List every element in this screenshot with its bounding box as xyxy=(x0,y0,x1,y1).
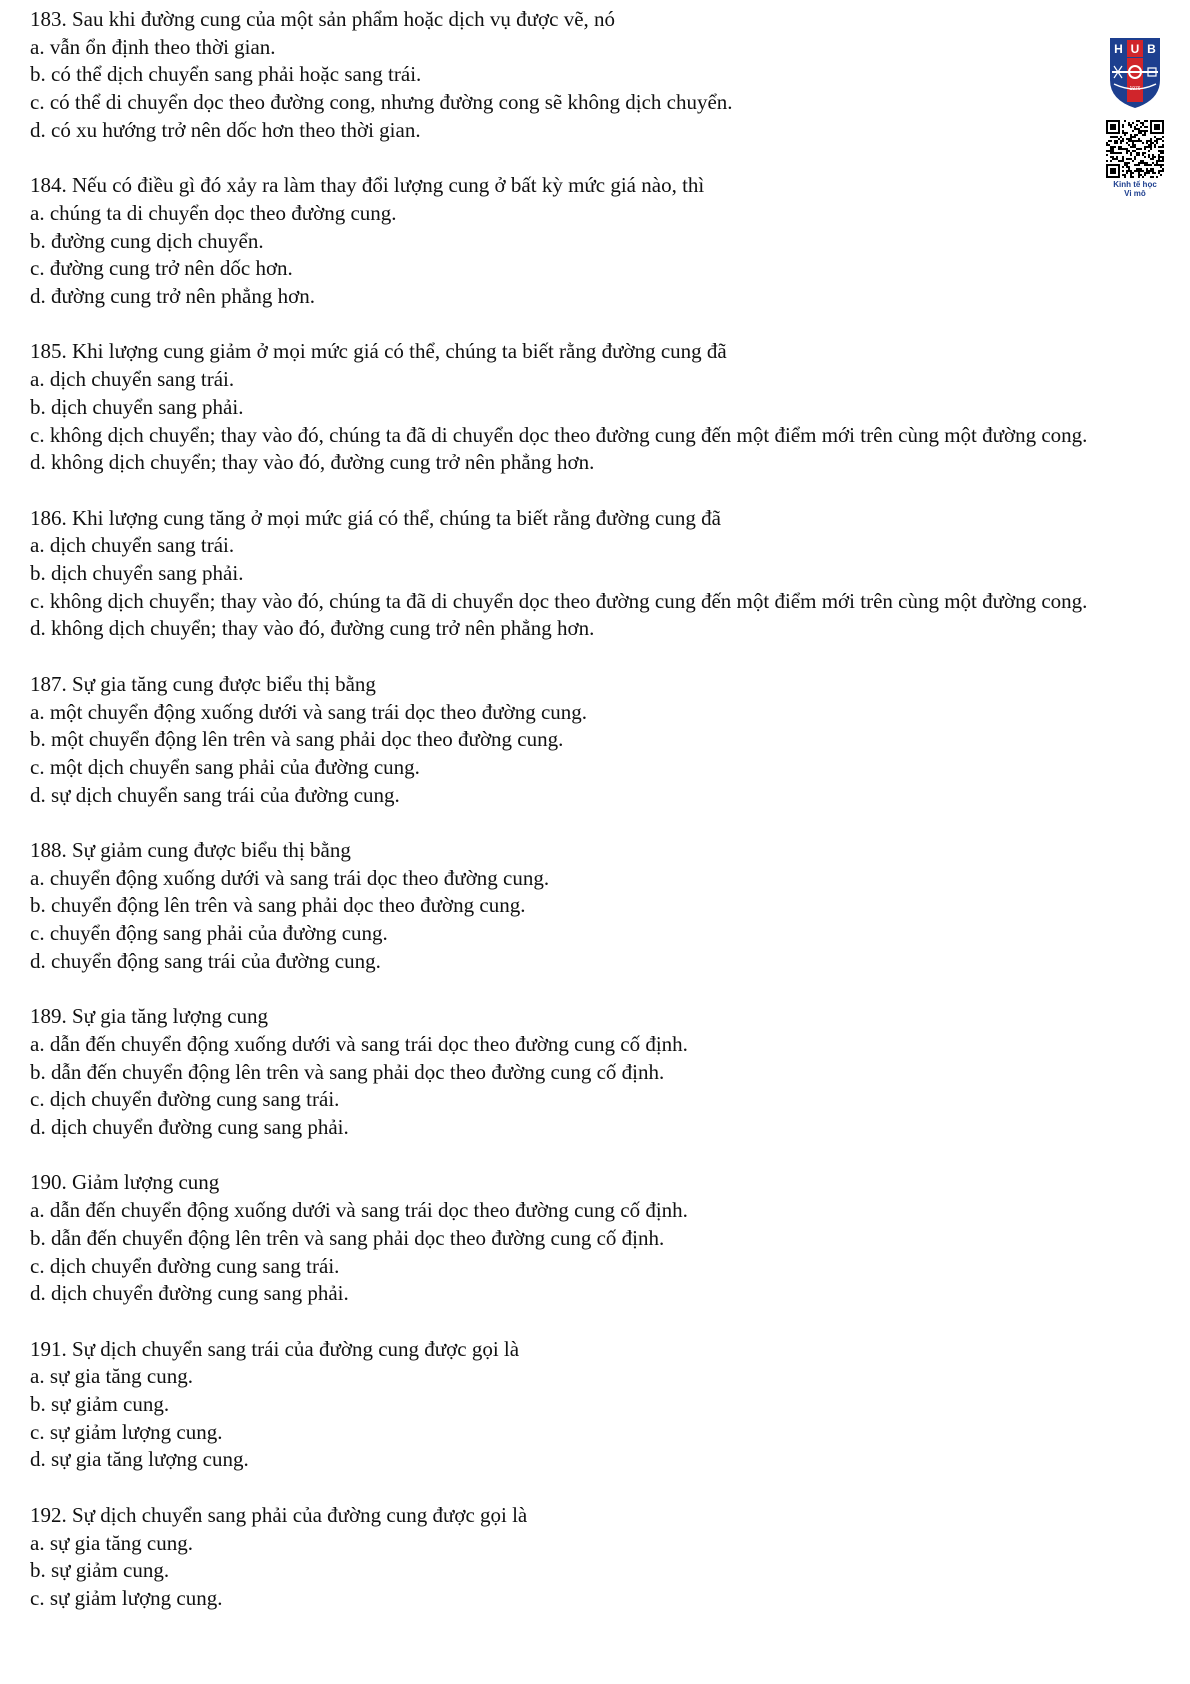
answer-option: b. một chuyển động lên trên và sang phải dọc theo đường cung. xyxy=(30,727,564,752)
question-stem: 184. Nếu có điều gì đó xảy ra làm thay đổi lượng cung ở bất kỳ mức giá nào, thì xyxy=(30,173,705,198)
answer-option: d. đường cung trở nên phẳng hơn. xyxy=(30,284,315,309)
answer-option: a. sự gia tăng cung. xyxy=(30,1364,194,1389)
question-block xyxy=(30,837,1115,976)
question-stem: 185. Khi lượng cung giảm ở mọi mức giá có thể, chúng ta biết rằng đường cung đã xyxy=(30,339,727,364)
answer-option: c. một dịch chuyển sang phải của đường cung. xyxy=(30,754,420,779)
answer-option: d. có xu hướng trở nên dốc hơn theo thời gian. xyxy=(30,117,421,142)
answer-option: a. một chuyển động xuống dưới và sang trái dọc theo đường cung. xyxy=(30,699,588,724)
question-block xyxy=(30,1502,1115,1613)
answer-option: d. sự dịch chuyển sang trái của đường cung. xyxy=(30,782,400,807)
answer-option: a. dịch chuyển sang trái. xyxy=(30,367,235,392)
sidebar-caption xyxy=(1098,180,1172,198)
answer-option: d. dịch chuyển đường cung sang phải. xyxy=(30,1281,349,1306)
question-stem: 183. Sau khi đường cung của một sản phẩm hoặc dịch vụ được vẽ, nó xyxy=(30,7,616,31)
answer-option: a. chuyển động xuống dưới và sang trái dọc theo đường cung. xyxy=(30,865,550,890)
answer-option: c. không dịch chuyển; thay vào đó, chúng ta đã di chuyển dọc theo đường cung đến một điểm mới trên cùng một đường cong. xyxy=(30,422,1088,447)
answer-option: b. sự giảm cung. xyxy=(30,1392,170,1417)
answer-option: b. sự giảm cung. xyxy=(30,1558,170,1583)
question-block xyxy=(30,1336,1115,1475)
question-stem: 188. Sự giảm cung được biểu thị bằng xyxy=(30,838,351,863)
answer-option: b. dịch chuyển sang phải. xyxy=(30,394,244,419)
logo-letter-b: B xyxy=(1147,42,1156,56)
answer-option: a. vẫn ổn định theo thời gian. xyxy=(30,34,276,59)
answer-option: b. đường cung dịch chuyển. xyxy=(30,228,264,253)
answer-option: a. dẫn đến chuyển động xuống dưới và sang trái dọc theo đường cung cố định. xyxy=(30,1198,688,1223)
caption-line-1: Kinh tế học xyxy=(1113,180,1157,189)
answer-option: c. sự giảm lượng cung. xyxy=(30,1585,223,1610)
answer-option: a. sự gia tăng cung. xyxy=(30,1530,194,1555)
answer-option: c. chuyển động sang phải của đường cung. xyxy=(30,921,388,946)
answer-option: d. chuyển động sang trái của đường cung. xyxy=(30,948,381,973)
answer-option: c. đường cung trở nên dốc hơn. xyxy=(30,256,293,281)
logo-letter-u: U xyxy=(1130,42,1140,56)
answer-option: c. không dịch chuyển; thay vào đó, chúng ta đã di chuyển dọc theo đường cung đến một điểm mới trên cùng một đường cong. xyxy=(30,588,1088,613)
answer-option: a. chúng ta di chuyển dọc theo đường cung. xyxy=(30,200,397,225)
question-block xyxy=(30,671,1115,810)
caption-line-2: Vi mô xyxy=(1124,189,1146,198)
answer-option: d. không dịch chuyển; thay vào đó, đường cung trở nên phẳng hơn. xyxy=(30,450,595,475)
answer-option: b. dẫn đến chuyển động lên trên và sang phải dọc theo đường cung cố định. xyxy=(30,1225,665,1250)
answer-option: b. dẫn đến chuyển động lên trên và sang phải dọc theo đường cung cố định. xyxy=(30,1059,665,1084)
question-list xyxy=(30,6,1115,1640)
answer-option: d. dịch chuyển đường cung sang phải. xyxy=(30,1115,349,1140)
question-stem: 186. Khi lượng cung tăng ở mọi mức giá có thể, chúng ta biết rằng đường cung đã xyxy=(30,505,721,530)
question-stem: 192. Sự dịch chuyển sang phải của đường cung được gọi là xyxy=(30,1502,528,1527)
question-block xyxy=(30,338,1115,477)
question-block xyxy=(30,1169,1115,1308)
answer-option: b. có thể dịch chuyển sang phải hoặc sang trái. xyxy=(30,62,422,87)
hub-logo-icon xyxy=(1108,36,1162,110)
answer-option: c. sự giảm lượng cung. xyxy=(30,1419,223,1444)
qr-code-icon xyxy=(1106,120,1164,178)
answer-option: d. sự gia tăng lượng cung. xyxy=(30,1447,249,1472)
answer-option: a. dẫn đến chuyển động xuống dưới và sang trái dọc theo đường cung cố định. xyxy=(30,1031,688,1056)
answer-option: b. dịch chuyển sang phải. xyxy=(30,561,244,586)
answer-option: a. dịch chuyển sang trái. xyxy=(30,533,235,558)
question-stem: 190. Giảm lượng cung xyxy=(30,1170,220,1195)
answer-option: c. có thể di chuyển dọc theo đường cong, nhưng đường cong sẽ không dịch chuyển. xyxy=(30,90,733,115)
question-block xyxy=(30,6,1115,145)
question-block xyxy=(30,1003,1115,1142)
question-stem: 191. Sự dịch chuyển sang trái của đường cung được gọi là xyxy=(30,1336,520,1361)
answer-option: d. không dịch chuyển; thay vào đó, đường cung trở nên phẳng hơn. xyxy=(30,616,595,641)
logo-letter-h: H xyxy=(1114,42,1123,56)
question-stem: 187. Sự gia tăng cung được biểu thị bằng xyxy=(30,671,376,696)
question-block xyxy=(30,505,1115,644)
question-block xyxy=(30,172,1115,311)
sidebar-branding xyxy=(1098,36,1172,198)
question-stem: 189. Sự gia tăng lượng cung xyxy=(30,1004,269,1029)
answer-option: c. dịch chuyển đường cung sang trái. xyxy=(30,1087,340,1112)
logo-year: 1976 xyxy=(1129,86,1141,92)
answer-option: b. chuyển động lên trên và sang phải dọc theo đường cung. xyxy=(30,893,526,918)
answer-option: c. dịch chuyển đường cung sang trái. xyxy=(30,1253,340,1278)
